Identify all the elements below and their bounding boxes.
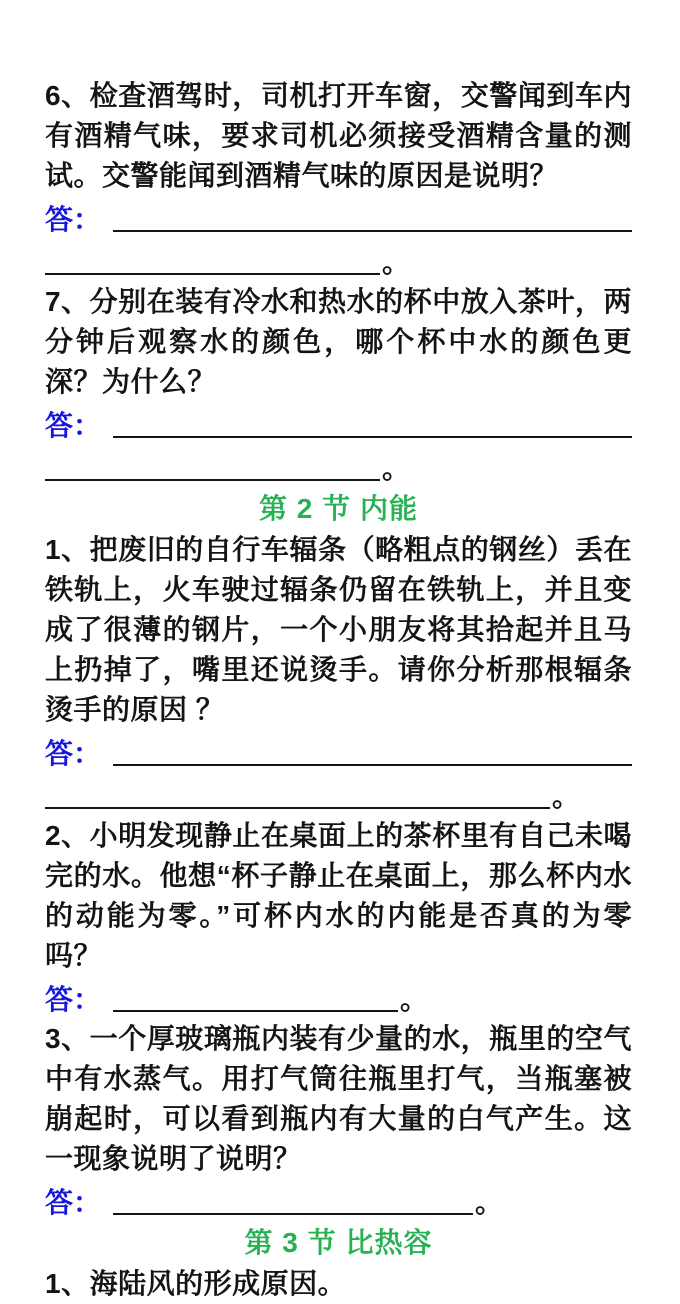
answer-line-n1-1 (45, 730, 632, 773)
question-6-text: 6、检查酒驾时，司机打开车窗，交警闻到车内有酒精气味，要求司机必须接受酒精含量的测试。交警能闻到酒精气味的原因是说明？ (45, 80, 632, 191)
full-stop: 。 (475, 1187, 504, 1218)
full-stop: 。 (382, 247, 411, 278)
full-stop: 。 (382, 453, 411, 484)
answer-line-q7-2 (45, 445, 632, 488)
question-7-text: 7、分别在装有冷水和热水的杯中放入茶叶，两分钟后观察水的颜色，哪个杯中水的颜色更深？为什么？ (45, 286, 632, 397)
answer-blank-line (113, 1010, 398, 1012)
answer-label: 答： (45, 984, 102, 1015)
answer-label: 答： (45, 204, 102, 235)
full-stop: 。 (552, 781, 581, 812)
answer-label: 答： (45, 1187, 102, 1218)
full-stop: 。 (400, 984, 429, 1015)
answer-label: 答： (45, 410, 102, 441)
answer-line-n3 (45, 1179, 632, 1222)
question-n1-text: 1、把废旧的自行车辐条（略粗点的钢丝）丢在铁轨上，火车驶过辐条仍留在铁轨上，并且变成了很薄的钢片，一个小朋友将其拾起并且马上扔掉了，嘴里还说烫手。请你分析那根辐条烫手的原因 ？ (45, 534, 632, 725)
answer-blank-line (45, 807, 550, 809)
question-n2-text: 2、小明发现静止在桌面上的茶杯里有自己未喝完的水。他想“杯子静止在桌面上，那么杯内水的动能为零。”可杯内水的内能是否真的为零吗？ (45, 820, 632, 971)
answer-blank-line (45, 479, 380, 481)
answer-line-n2 (45, 976, 632, 1019)
section-heading-birerong: 第 3 节 比热容 (244, 1227, 433, 1258)
answer-blank-line (113, 436, 632, 438)
answer-line-q7-1 (45, 402, 632, 445)
answer-blank-line (113, 764, 632, 766)
answer-label: 答： (45, 738, 102, 769)
section-heading-neineng: 第 2 节 内能 (259, 493, 418, 524)
answer-line-q6-2 (45, 239, 632, 282)
answer-blank-line (45, 273, 380, 275)
question-n3-text: 3、一个厚玻璃瓶内装有少量的水，瓶里的空气中有水蒸气。用打气筒往瓶里打气，当瓶塞被崩起时，可以看到瓶内有大量的白气产生。这一现象说明了说明？ (45, 1023, 632, 1174)
question-b1-text: 1、海陆风的形成原因。 (45, 1268, 347, 1299)
answer-line-q6-1 (45, 196, 632, 239)
answer-blank-line (113, 1213, 473, 1215)
answer-blank-line (113, 230, 632, 232)
answer-line-n1-2 (45, 773, 632, 816)
